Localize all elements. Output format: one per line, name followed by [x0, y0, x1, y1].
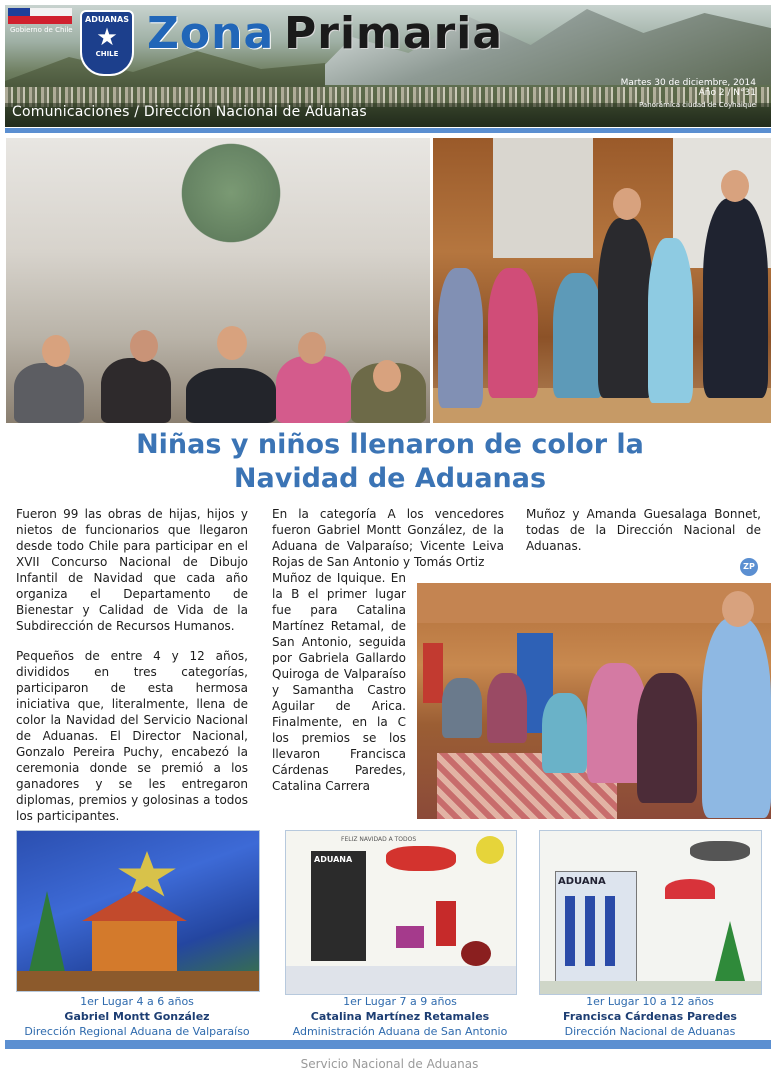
article-column-3: Muñoz y Amanda Guesalaga Bonnet, todas de la Dirección Nacional de Aduanas.: [526, 507, 761, 553]
footer-divider: [5, 1040, 771, 1049]
drawing-building-label: ADUANA: [558, 876, 606, 887]
award-category: 1er Lugar 7 a 9 años: [343, 995, 457, 1008]
article-column-1: [16, 506, 248, 838]
headline-line-1: Niñas y niños llenaron de color la: [136, 429, 644, 460]
header-photo-caption: Panorámica ciudad de Coyhaique: [639, 101, 756, 109]
photo-audience: [417, 583, 771, 819]
winner-origin: Dirección Nacional de Aduanas: [564, 1025, 736, 1038]
drawing-caption-3: [530, 994, 770, 1039]
drawing-building-label: ADUANA: [314, 855, 353, 864]
winner-name: Gabriel Montt González: [64, 1010, 210, 1023]
drawing-inner-caption: FELIZ NAVIDAD A TODOS: [341, 836, 417, 843]
chile-flag-icon: [8, 8, 72, 24]
drawing-gabriel-montt: [16, 830, 260, 992]
paragraph: Pequeños de entre 4 y 12 años, divididos en tres categorías, participaron de esta hermosa iniciativa que, literalmente, llena de color la Navidad del Servicio Nacional de Aduanas. El Director Nacional, Gonzalo Pereira Puchy, encabezó la ceremonia donde se premió a los ganadores y se les entregaron diplomas, premios y golosinas a todos los participantes.: [16, 649, 248, 823]
winner-name: Catalina Martínez Retamales: [310, 1010, 490, 1023]
section-label: Comunicaciones / Dirección Nacional de Aduanas: [12, 104, 367, 120]
drawing-caption-1: [16, 994, 258, 1039]
badge-bottom-text: CHILE: [95, 50, 119, 58]
award-category: 1er Lugar 4 a 6 años: [80, 995, 194, 1008]
zp-badge-icon: ZP: [740, 558, 758, 576]
issue-date: Martes 30 de diciembre, 2014: [620, 78, 756, 88]
headline-line-2: Navidad de Aduanas: [233, 463, 547, 494]
dateline: [560, 78, 756, 98]
winner-name: Francisca Cárdenas Paredes: [563, 1010, 737, 1023]
drawing-francisca-cardenas: [539, 830, 762, 995]
photo-ceremony-room: [433, 138, 771, 423]
gov-label: Gobierno de Chile: [10, 26, 73, 34]
drawing-caption-2: [276, 994, 524, 1039]
issue-number: Año 2 / N°31: [698, 88, 756, 98]
photo-award-group: [6, 138, 430, 423]
star-icon: ★: [96, 23, 118, 51]
drawing-catalina-martinez: [285, 830, 517, 995]
winner-origin: Administración Aduana de San Antonio: [292, 1025, 508, 1038]
masthead-title-primaria: Primaria: [284, 8, 504, 59]
masthead-title-zona: Zona: [147, 8, 275, 59]
article-column-2-narrow: Muñoz de Iquique. En la B el primer lugar fue para Catalina Martínez Retamal, de San Antonio, seguida por Gabriela Gallardo Quiroga de Valparaíso y Samantha Castro Aguilar de Arica. Finalmente, en la C los premios se los llevaron Francisca Cárdenas Paredes, Catalina Carrera: [272, 571, 406, 793]
paragraph: Fueron 99 las obras de hijas, hijos y nietos de funcionarios que llegaron desde todo Chile para participar en el XVII Concurso Nacional de Dibujo Infantil de Navidad que cada año organiza el Departamento de Bienestar y Calidad de Vida de la Subdirección de Recursos Humanos.: [16, 507, 248, 633]
article-column-2: En la categoría A los vencedores fueron Gabriel Montt González, de la Aduana de Valparaíso; Vicente Leiva Rojas de San Antonio y Tomás Ortiz: [272, 507, 504, 569]
winner-origin: Dirección Regional Aduana de Valparaíso: [24, 1025, 250, 1038]
article-headline: [90, 428, 690, 496]
badge-top-text: ADUANAS: [85, 15, 129, 24]
award-category: 1er Lugar 10 a 12 años: [586, 995, 714, 1008]
footer-text: Servicio Nacional de Aduanas: [300, 1057, 479, 1071]
header-divider: [5, 128, 771, 133]
aduanas-badge-logo: [80, 10, 134, 76]
